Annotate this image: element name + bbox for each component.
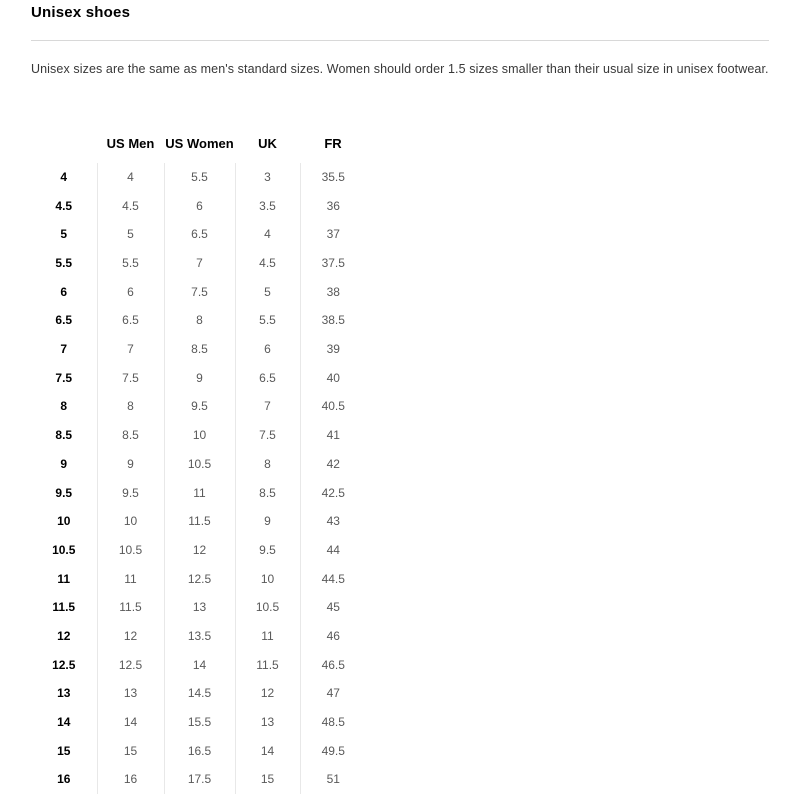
size-cell: 7.5 xyxy=(97,363,164,392)
table-row xyxy=(31,564,366,593)
size-cell: 4 xyxy=(97,163,164,192)
row-size-label: 15 xyxy=(31,736,97,765)
size-cell: 11.5 xyxy=(164,507,235,536)
size-cell: 8 xyxy=(235,450,300,479)
size-cell: 9.5 xyxy=(164,392,235,421)
column-header-uk: UK xyxy=(258,136,277,152)
size-cell: 48.5 xyxy=(321,715,345,730)
row-size-label: 9.5 xyxy=(31,478,97,507)
row-size-label: 7.5 xyxy=(31,363,97,392)
table-row xyxy=(31,163,366,192)
table-row xyxy=(31,478,366,507)
row-size-label: 14 xyxy=(31,708,97,737)
size-cell: 4.5 xyxy=(235,249,300,278)
size-cell: 10 xyxy=(97,507,164,536)
row-size-label: 4.5 xyxy=(31,191,97,220)
size-cell: 11 xyxy=(164,478,235,507)
header-row xyxy=(31,125,366,163)
size-cell: 11 xyxy=(97,564,164,593)
size-note: Unisex sizes are the same as men's standard sizes. Women should order 1.5 sizes smaller than their usual size in unisex footwear. xyxy=(31,62,769,76)
size-cell: 12 xyxy=(97,622,164,651)
table-row xyxy=(31,220,366,249)
row-size-label: 5.5 xyxy=(31,249,97,278)
size-cell: 14.5 xyxy=(164,679,235,708)
size-cell: 45 xyxy=(326,600,340,615)
table-row xyxy=(31,679,366,708)
table-row xyxy=(31,306,366,335)
row-size-label: 8.5 xyxy=(31,421,97,450)
table-row xyxy=(31,593,366,622)
size-cell: 44.5 xyxy=(321,571,345,586)
size-cell: 47 xyxy=(326,686,340,701)
table-row xyxy=(31,249,366,278)
size-cell: 12 xyxy=(164,536,235,565)
size-cell: 11 xyxy=(235,622,300,651)
row-size-label: 12 xyxy=(31,622,97,651)
size-cell: 6 xyxy=(235,335,300,364)
size-cell: 8.5 xyxy=(97,421,164,450)
size-cell: 8 xyxy=(164,306,235,335)
size-cell: 38 xyxy=(326,284,340,299)
size-cell: 15.5 xyxy=(164,708,235,737)
table-row xyxy=(31,736,366,765)
table-row xyxy=(31,507,366,536)
size-cell: 51 xyxy=(326,772,340,787)
size-cell: 7.5 xyxy=(235,421,300,450)
size-cell: 9.5 xyxy=(97,478,164,507)
size-cell: 6 xyxy=(164,191,235,220)
page-title: Unisex shoes xyxy=(31,4,131,21)
row-size-label: 16 xyxy=(31,765,97,794)
column-header-size xyxy=(31,125,97,163)
size-table-body xyxy=(31,163,366,794)
table-row xyxy=(31,622,366,651)
size-cell: 9 xyxy=(97,450,164,479)
table-row xyxy=(31,650,366,679)
row-size-label: 10.5 xyxy=(31,536,97,565)
row-size-label: 13 xyxy=(31,679,97,708)
size-cell: 9 xyxy=(164,363,235,392)
size-table-header xyxy=(31,125,366,163)
row-size-label: 7 xyxy=(31,335,97,364)
size-cell: 49.5 xyxy=(321,743,345,758)
size-cell: 14 xyxy=(164,650,235,679)
size-cell: 37.5 xyxy=(321,256,345,271)
table-row xyxy=(31,421,366,450)
size-cell: 9.5 xyxy=(235,536,300,565)
size-cell: 10.5 xyxy=(164,450,235,479)
size-cell: 3.5 xyxy=(235,191,300,220)
row-size-label: 6 xyxy=(31,277,97,306)
size-cell: 7 xyxy=(164,249,235,278)
size-cell: 13 xyxy=(164,593,235,622)
table-row xyxy=(31,708,366,737)
size-cell: 6.5 xyxy=(235,363,300,392)
size-conversion-table xyxy=(31,125,366,794)
size-cell: 13.5 xyxy=(164,622,235,651)
row-size-label: 11 xyxy=(31,564,97,593)
size-cell: 15 xyxy=(97,736,164,765)
size-cell: 42 xyxy=(326,456,340,471)
size-cell: 16.5 xyxy=(164,736,235,765)
title-divider xyxy=(31,40,769,41)
size-cell: 12 xyxy=(235,679,300,708)
size-cell: 8.5 xyxy=(235,478,300,507)
table-row xyxy=(31,277,366,306)
size-cell: 11.5 xyxy=(97,593,164,622)
size-cell: 12.5 xyxy=(97,650,164,679)
size-cell: 35.5 xyxy=(321,169,345,184)
size-cell: 37 xyxy=(326,227,340,242)
size-cell: 10.5 xyxy=(97,536,164,565)
size-cell: 39 xyxy=(326,342,340,357)
row-size-label: 11.5 xyxy=(31,593,97,622)
row-size-label: 8 xyxy=(31,392,97,421)
column-header-us-women: US Women xyxy=(165,136,234,152)
table-row xyxy=(31,191,366,220)
size-cell: 6 xyxy=(97,277,164,306)
size-cell: 17.5 xyxy=(164,765,235,794)
row-size-label: 4 xyxy=(31,163,97,192)
row-size-label: 10 xyxy=(31,507,97,536)
row-size-label: 9 xyxy=(31,450,97,479)
size-cell: 12.5 xyxy=(164,564,235,593)
size-cell: 9 xyxy=(235,507,300,536)
size-cell: 4 xyxy=(235,220,300,249)
size-cell: 10 xyxy=(164,421,235,450)
size-cell: 8.5 xyxy=(164,335,235,364)
size-cell: 36 xyxy=(326,198,340,213)
size-cell: 14 xyxy=(97,708,164,737)
row-size-label: 5 xyxy=(31,220,97,249)
size-cell: 6.5 xyxy=(97,306,164,335)
size-cell: 41 xyxy=(326,428,340,443)
table-row xyxy=(31,765,366,794)
size-cell: 5 xyxy=(235,277,300,306)
table-row xyxy=(31,392,366,421)
row-size-label: 6.5 xyxy=(31,306,97,335)
column-header-us-men: US Men xyxy=(106,136,155,152)
size-cell: 8 xyxy=(97,392,164,421)
size-cell: 40.5 xyxy=(321,399,345,414)
size-cell: 5.5 xyxy=(97,249,164,278)
size-cell: 46 xyxy=(326,628,340,643)
size-cell: 44 xyxy=(326,542,340,557)
size-cell: 7 xyxy=(235,392,300,421)
row-size-label: 12.5 xyxy=(31,650,97,679)
size-cell: 42.5 xyxy=(321,485,345,500)
table-row xyxy=(31,536,366,565)
size-cell: 6.5 xyxy=(164,220,235,249)
table-row xyxy=(31,363,366,392)
size-cell: 5 xyxy=(97,220,164,249)
size-cell: 13 xyxy=(97,679,164,708)
size-cell: 7.5 xyxy=(164,277,235,306)
size-cell: 13 xyxy=(235,708,300,737)
size-cell: 3 xyxy=(235,163,300,192)
size-cell: 14 xyxy=(235,736,300,765)
size-cell: 46.5 xyxy=(321,657,345,672)
size-cell: 38.5 xyxy=(321,313,345,328)
size-cell: 40 xyxy=(326,370,340,385)
table-row xyxy=(31,335,366,364)
size-cell: 7 xyxy=(97,335,164,364)
size-cell: 4.5 xyxy=(97,191,164,220)
size-cell: 5.5 xyxy=(164,163,235,192)
table-row xyxy=(31,450,366,479)
size-cell: 16 xyxy=(97,765,164,794)
size-cell: 15 xyxy=(235,765,300,794)
size-cell: 11.5 xyxy=(235,650,300,679)
size-cell: 43 xyxy=(326,514,340,529)
size-cell: 5.5 xyxy=(235,306,300,335)
size-cell: 10 xyxy=(235,564,300,593)
size-cell: 10.5 xyxy=(235,593,300,622)
column-header-fr: FR xyxy=(324,136,342,152)
